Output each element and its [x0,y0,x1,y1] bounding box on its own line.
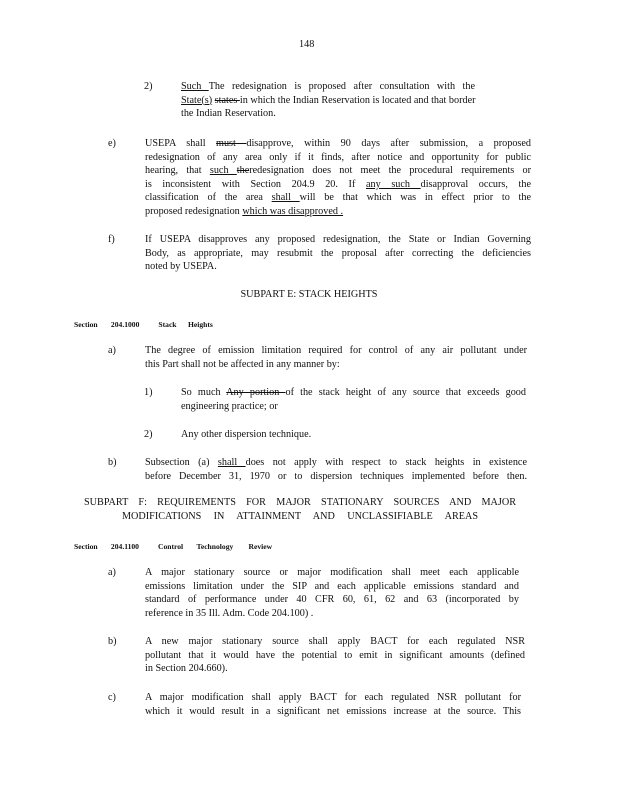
item-e-text: USEPA shall must disapprove, within 90 days after submission, a proposed redesignation of any area only if it finds, after notice and opportunity for public hearing, that such theredesignation does not meet the procedural requirements or is inconsistent with Section 204.9 20. If any such disapproval occurs, the classification of the area shall will be that which was in effect prior to the proposed redesignation which was disapproved . [145,138,531,217]
item-2-text: Such The redesignation is proposed after consultation with the State(s) states in which the Indian Reservation is located and that border the Indian Reservation. [181,81,476,120]
deleted-text: the [236,165,250,177]
item-f-number: f) [108,234,115,245]
control-b-number: b) [108,636,117,647]
inserted-text: which was disapproved . [242,205,344,217]
inserted-text: State(s) [181,94,213,106]
stack-a1-number: 1) [144,387,153,398]
subpart-e-heading: SUBPART E: STACK HEIGHTS [240,289,378,300]
inserted-text: any such [365,178,421,190]
inserted-text: such [209,165,237,177]
inserted-text: Such [181,81,209,92]
deleted-text: Any portion [226,387,286,398]
subpart-f-heading-line-2: MODIFICATIONS IN ATTAINMENT AND UNCLASSIFIABLE AREAS [122,511,478,522]
section-204-1100-heading: Section 204.1100 Control Technology Review [74,542,273,551]
stack-a2-number: 2) [144,429,153,440]
control-a-number: a) [108,567,116,578]
stack-a-text: The degree of emission limitation required for control of any air pollutant under this Part shall not be affected in any manner by: [145,345,527,370]
item-e-number: e) [108,138,116,149]
deleted-text: states [214,94,240,106]
deleted-text: must [216,138,247,149]
control-b-text: A new major stationary source shall apply BACT for each regulated NSR pollutant that it would have the potential to emit in significant amounts (defined in Section 204.660). [145,636,525,675]
stack-a2-text: Any other dispersion technique. [181,429,312,440]
page-number: 148 [299,39,315,50]
item-2-number: 2) [144,81,153,92]
stack-a-number: a) [108,345,116,356]
control-a-text: A major stationary source or major modification shall meet each applicable emissions limitation under the SIP and each applicable emissions standard and standard of performance under 40 CFR 60, 61, 62 and 63 (incorporated by reference in 35 Ill. Adm. Code 204.100) . [145,567,519,619]
stack-b-text: Subsection (a) shall does not apply with respect to stack heights in existence before December 31, 1970 or to dispersion techniques implemented before then. [145,457,527,482]
stack-b-number: b) [108,457,117,468]
inserted-text: shall [217,457,246,468]
control-c-text: A major modification shall apply BACT for each regulated NSR pollutant for which it would result in a significant net emissions increase at the source. This [145,692,521,717]
stack-a1-text: So much Any portion of the stack height of any source that exceeds good engineering practice; or [181,387,526,412]
section-204-1000-heading: Section 204.1000 Stack Heights [74,320,213,329]
subpart-f-heading: SUBPART F: REQUIREMENTS FOR MAJOR STATIONARY SOURCES AND MAJOR [84,497,516,508]
item-f-text: If USEPA disapproves any proposed redesignation, the State or Indian Governing Body, as appropriate, may resubmit the proposal after correcting the deficiencies noted by USEPA. [145,234,531,273]
inserted-text: shall [271,192,300,204]
control-c-number: c) [108,692,116,703]
